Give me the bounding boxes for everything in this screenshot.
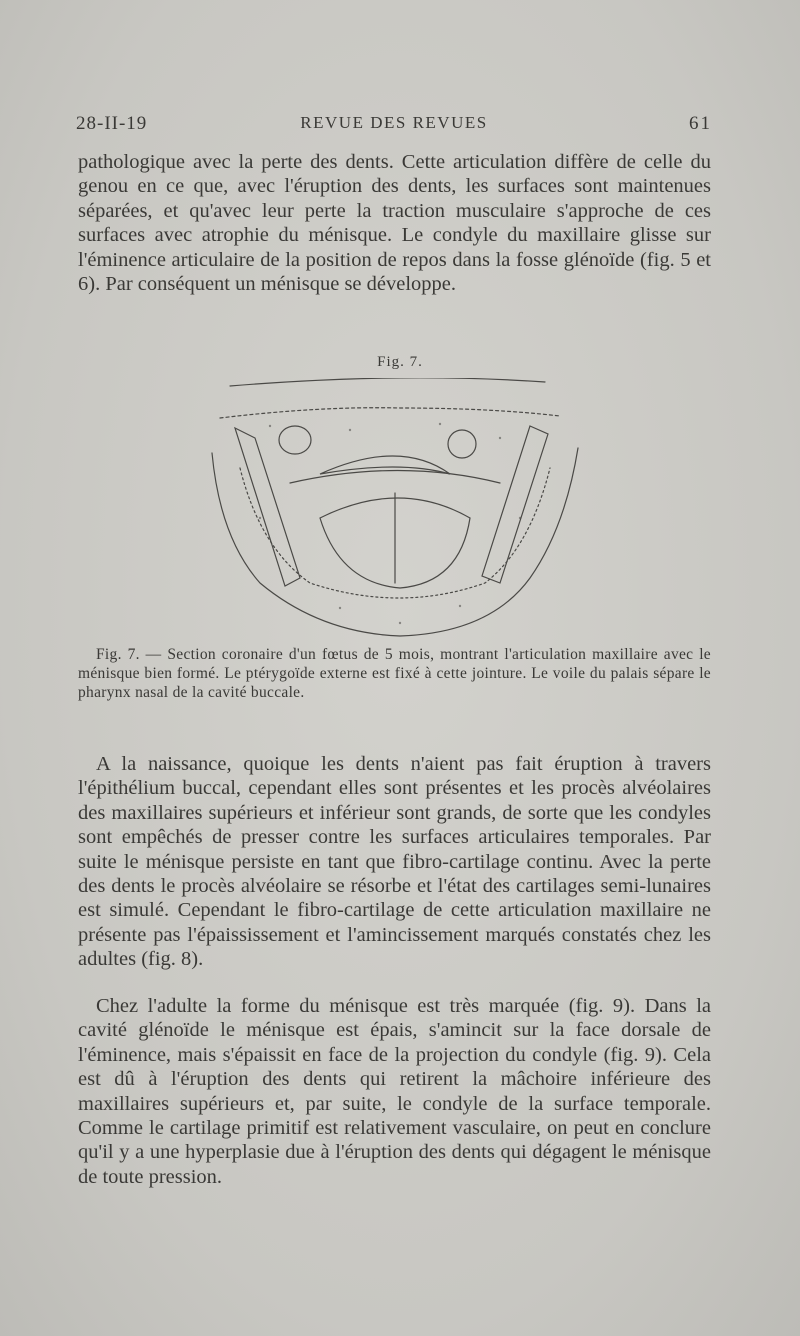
figure-illustration <box>200 378 600 640</box>
condyle-left <box>279 426 311 454</box>
paragraph-2: A la naissance, quoique les dents n'aient pas fait éruption à travers l'épithélium buccal, cependant elles sont présentes et les procès alvéolaires des maxillaires supérieurs et inférieur sont grands, de sorte que les condyles sont empêchés de presser contre les surfaces articulaires temporales. Par suite le ménisque persiste en tant que fibro-cartilage continu. Avec la perte des dents le procès alvéolaire se résorbe et l'état des cartilages semi-lunaires est simulé. Cependant le fibro-cartilage de cette articulation maxillaire ne présente pas l'épaississement et l'amincissement marqués constatés chez les adultes (fig. 8). <box>78 753 711 971</box>
skull-base-outline <box>230 378 545 386</box>
figure-label: Fig. 7. <box>377 354 423 370</box>
figure-caption <box>78 646 711 702</box>
figure-caption-text: Fig. 7. — Section coronaire d'un fœtus de 5 mois, montrant l'articulation maxillaire avec le ménisque bien formé. Le ptérygoïde externe est fixé à cette jointure. Le voile du palais sépare le pharynx nasal de la cavité buccale. <box>78 646 711 701</box>
paragraph-3: Chez l'adulte la forme du ménisque est très marquée (fig. 9). Dans la cavité glénoïde le ménisque est épais, s'amincit sur la face dorsale de l'éminence, mais s'épaissit en face de la projection du condyle (fig. 9). Cela est dû à l'éruption des dents qui retirent la mâchoire inférieure des maxillaires supérieurs et, par suite, le condyle de la surface temporale. Comme le cartilage primitif est relativement vasculaire, on peut en conclure qu'il y a une hyperplasie due à l'éruption des dents qui dégagent le ménisque de toute pression. <box>78 995 711 1188</box>
paragraph-1: pathologique avec la perte des dents. Cette articulation diffère de celle du genou en ce que, avec l'éruption des dents, les surfaces sont maintenues séparées, et qu'avec leur perte la traction musculaire s'approche de ces surfaces avec atrophie du ménisque. Le condyle du maxillaire glisse sur l'éminence articulaire de la position de repos dans la fosse glénoïde (fig. 5 et 6). Par conséquent un ménisque se développe. <box>78 151 711 296</box>
header-date: 28-II-19 <box>76 113 148 134</box>
palate-line <box>290 471 500 484</box>
upper-contour <box>220 408 560 418</box>
page-number: 61 <box>689 113 712 134</box>
header-title: REVUE DES REVUES <box>300 113 488 132</box>
running-header <box>76 113 712 143</box>
condyle-right <box>448 430 476 458</box>
